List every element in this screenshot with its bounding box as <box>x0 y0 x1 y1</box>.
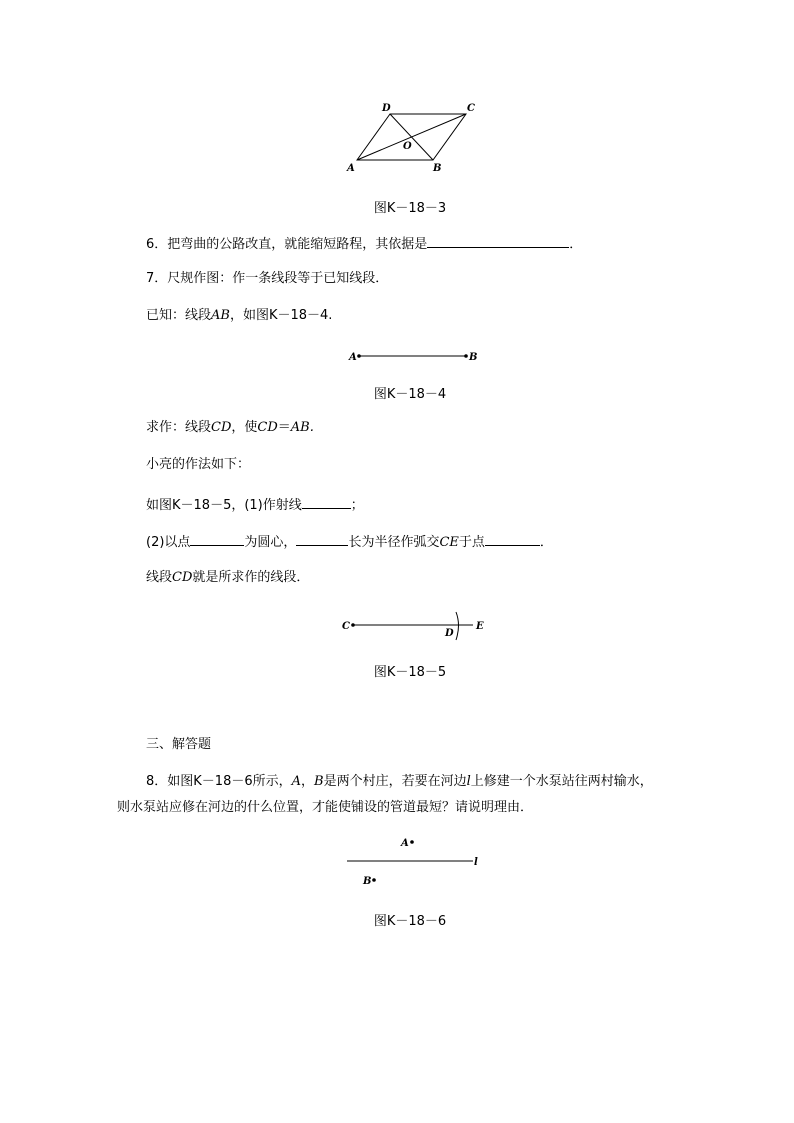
question-7-title: 7．尺规作图：作一条线段等于已知线段． <box>146 271 389 286</box>
q8-var-a: A <box>291 774 301 789</box>
step-2-var: CE <box>439 535 459 550</box>
question-6-text: 6．把弯曲的公路改直，就能缩短路程，其依据是 <box>146 237 428 252</box>
find-mid: ，使 <box>231 420 258 435</box>
step-2-d: 于点 <box>458 535 485 550</box>
q8-text-c: 上修建一个水泵站往两村输水， <box>470 774 653 789</box>
q8-text-b: 是两个村庄，若要在河边 <box>323 774 467 789</box>
label-l: l <box>474 857 478 868</box>
label-D: D <box>382 103 391 114</box>
given-suffix: ，如图K－18－4. <box>229 308 333 323</box>
figure-caption-5: 图K－18－5 <box>373 665 447 680</box>
label-C: C <box>467 103 475 114</box>
find-var-2: CD <box>257 420 278 435</box>
village-a <box>410 840 414 844</box>
conclusion-suffix: 就是所求作的线段． <box>192 570 310 585</box>
conclusion-var: CD <box>172 570 193 585</box>
label-D: D <box>445 628 454 639</box>
label-B: B <box>363 876 372 887</box>
step-2-c: 长为半径作弧交 <box>348 535 440 550</box>
label-B: B <box>469 352 478 363</box>
figure-caption-3: 图K－18－3 <box>373 201 447 216</box>
question-8-line-2: 则水泵站应修在河边的什么位置，才能使铺设的管道最短？请说明理由． <box>117 800 534 815</box>
find-var-1: CD <box>211 420 232 435</box>
step-2-a: (2)以点 <box>146 535 191 550</box>
q8-var-b: B <box>314 774 324 789</box>
label-A: A <box>349 352 357 363</box>
find-var-3: AB. <box>290 420 314 435</box>
step-1-prefix: 如图K－18－5，(1)作射线 <box>146 498 302 513</box>
label-O: O <box>403 141 412 152</box>
q8-comma: ， <box>301 774 315 789</box>
q8-var-l: l <box>466 774 471 789</box>
method-intro: 小亮的作法如下： <box>146 457 251 472</box>
q8-text-a: 8．如图K－18－6所示， <box>146 774 292 789</box>
label-B: B <box>433 163 442 174</box>
label-E: E <box>476 621 484 632</box>
question-6-end: ． <box>569 237 583 252</box>
label-A: A <box>347 163 355 174</box>
figure-caption-4: 图K－18－4 <box>373 387 447 402</box>
figure-caption-6: 图K－18－6 <box>373 914 447 929</box>
conclusion-prefix: 线段 <box>146 570 173 585</box>
find-prefix: 求作：线段 <box>146 420 212 435</box>
step-1-end: ； <box>350 498 364 513</box>
step-2-b: 为圆心， <box>244 535 297 550</box>
find-eq: ＝ <box>277 420 291 435</box>
given-var: AB <box>211 308 230 323</box>
given-prefix: 已知：线段 <box>146 308 212 323</box>
section-heading: 三、解答题 <box>146 737 212 752</box>
label-C: C <box>342 621 350 632</box>
label-A: A <box>401 838 409 849</box>
village-b <box>372 878 376 882</box>
step-2-end: ． <box>539 535 553 550</box>
